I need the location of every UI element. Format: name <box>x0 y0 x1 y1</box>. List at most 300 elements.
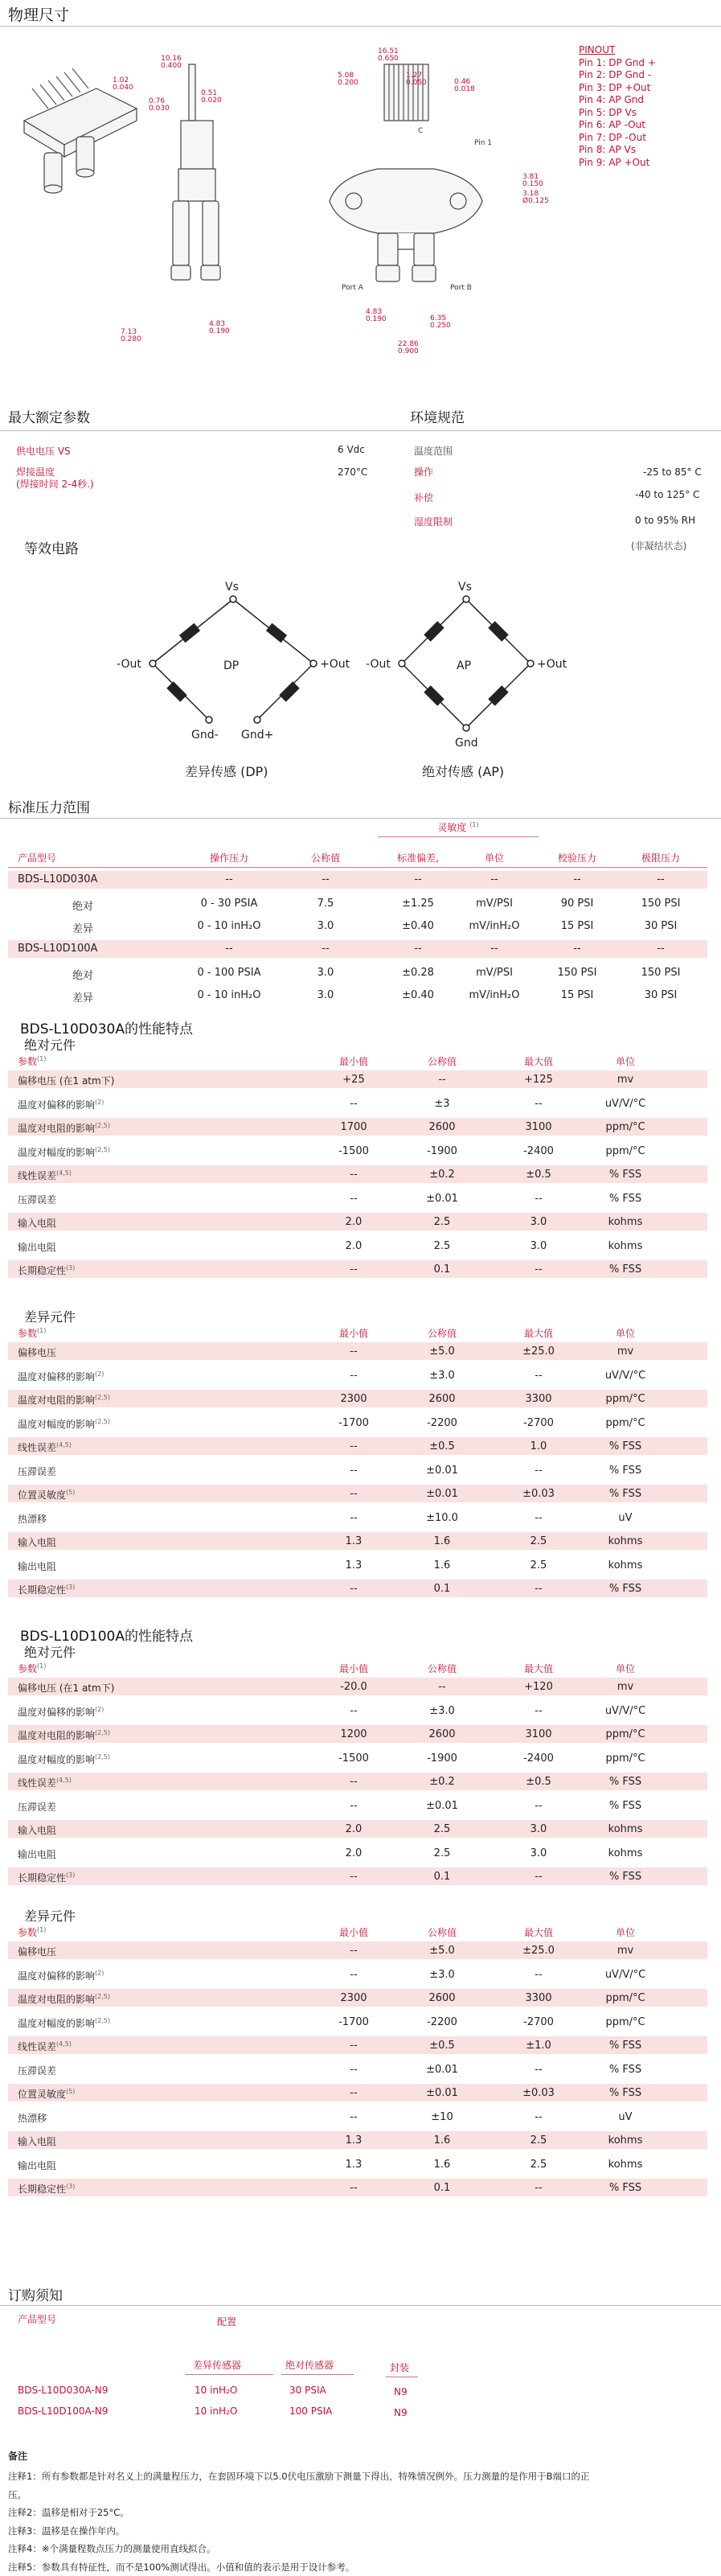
perf-value: ppm/°C <box>605 1417 645 1429</box>
perf-header-text: 最小值 <box>339 1328 368 1339</box>
perf-value: -- <box>535 1800 542 1812</box>
note-item: 注释1：所有参数都是针对名义上的满量程压力，在套固环境下以5.0伏电压激励下测量下得出，特殊情况例外。压力测量的是作用于B端口的正 <box>8 2467 715 2486</box>
pinout-block <box>579 44 656 169</box>
perf-param <box>18 1440 72 1454</box>
ap-vs-label: Vs <box>458 581 472 594</box>
perf-param <box>18 1776 72 1789</box>
perf-value: % FSS <box>609 2182 641 2194</box>
param-text: 输出电阻 <box>18 1561 56 1572</box>
note-ref: (3) <box>66 2183 75 2190</box>
perf-param <box>18 1393 110 1407</box>
note-ref: (1) <box>469 821 478 828</box>
section-title-ordering: 订购须知 <box>8 2284 63 2304</box>
perf-param <box>18 1098 104 1111</box>
perf-value: 2.5 <box>531 2159 547 2171</box>
dash-cell: -- <box>414 943 421 955</box>
model-band <box>8 871 707 889</box>
range-cell: mV/inH₂O <box>469 920 519 932</box>
perf-param <box>18 1992 110 2006</box>
range-cell: ±0.40 <box>402 989 434 1001</box>
ap-minus-out-label: -Out <box>366 658 391 671</box>
perf-value: mv <box>617 1681 633 1693</box>
range-cell: 0 - 10 inH₂O <box>198 989 261 1001</box>
perf-param <box>18 1121 110 1135</box>
perf-value: -2400 <box>523 1752 554 1765</box>
perf-header <box>339 1054 368 1068</box>
perf-value: 0.1 <box>434 1263 451 1276</box>
dim-label: 0.150 <box>522 180 543 188</box>
param-text: 温度对偏移的影响 <box>18 1970 95 1982</box>
dim-label: 0.51 <box>201 89 217 97</box>
perf-header-text: 最小值 <box>339 1927 368 1938</box>
dp-caption: 差异传感 (DP) <box>185 764 268 779</box>
perf-value: 2600 <box>428 1992 455 2004</box>
note-ref: (5) <box>66 1489 75 1496</box>
row-band <box>8 1580 707 1597</box>
note-item: 注释4：※个满量程数点压力的测量使用直线拟合。 <box>8 2540 715 2558</box>
row-band <box>8 2179 707 2196</box>
note-ref: (4,5) <box>56 1441 72 1448</box>
perf-header-text: 公称值 <box>428 1328 457 1339</box>
perf-value: % FSS <box>609 1776 641 1788</box>
element-name: 差异 <box>72 989 93 1005</box>
perf-header <box>18 1054 46 1068</box>
perf-header-text: 参数 <box>18 1056 37 1067</box>
param-text: 温度对偏移的影响 <box>18 1099 95 1111</box>
dim-label: 6.35 <box>430 314 446 323</box>
perf-value: ppm/°C <box>605 1728 645 1740</box>
perf-param <box>18 1240 56 1254</box>
letter-c: C <box>418 127 423 135</box>
perf-header-text: 最大值 <box>524 1663 553 1674</box>
perf-value: -2700 <box>523 1417 554 1429</box>
divider <box>0 26 721 27</box>
divider <box>0 430 721 431</box>
perf-value: 2.0 <box>346 1823 363 1835</box>
perf-value: 2.5 <box>531 1559 547 1571</box>
perf-value: 1.3 <box>346 2159 363 2171</box>
perf-header-text: 公称值 <box>428 1056 457 1067</box>
dp-center-label: DP <box>223 659 239 672</box>
dim-label: 0.400 <box>161 62 182 70</box>
note-ref: (2,5) <box>95 1993 110 2000</box>
param-text: 温度对幅度的影响 <box>18 1419 95 1430</box>
pin-item: Pin 2: DP Gnd - <box>579 69 656 82</box>
perf-value: ±0.03 <box>522 1488 555 1500</box>
perf-value: ±3.0 <box>429 1705 455 1717</box>
perf-header <box>524 1054 553 1068</box>
pin-item: Pin 8: AP Vs <box>579 144 656 157</box>
perf-value: -- <box>535 1193 542 1205</box>
perf-value: % FSS <box>609 1193 641 1205</box>
order-model: BDS-L10D100A-N9 <box>18 2405 108 2417</box>
range-cell: 15 PSI <box>561 989 594 1001</box>
param-text: 偏移电压 <box>18 1946 56 1958</box>
rating-label: 焊接温度 (焊接时间 2-4秒.) <box>16 466 94 491</box>
divider <box>0 818 721 819</box>
note-ref: (2,5) <box>95 1146 110 1153</box>
perf-param <box>18 1583 75 1596</box>
perf-value: ±0.5 <box>429 1440 455 1452</box>
perf-param <box>18 1346 56 1359</box>
perf-value: % FSS <box>609 2064 641 2076</box>
perf-param <box>18 2159 56 2172</box>
perf-value: 3.0 <box>531 1847 547 1859</box>
range-cell: 3.0 <box>317 920 334 932</box>
dp-plus-out-label: +Out <box>320 658 350 671</box>
range-header: 产品型号 <box>18 851 56 865</box>
range-cell: ±1.25 <box>402 898 434 910</box>
note-item: 注释3：温移是在操作年内。 <box>8 2522 715 2541</box>
dash-cell: -- <box>490 873 498 885</box>
range-header: 校验压力 <box>558 851 596 865</box>
perf-param <box>18 1145 110 1159</box>
pin1-label: Pin 1 <box>474 139 492 147</box>
param-text: 偏移电压 (在1 atm下) <box>18 1075 114 1087</box>
perf-value: 2.5 <box>434 1216 451 1228</box>
dim-label: 0.250 <box>430 322 451 330</box>
perf-param <box>18 1370 104 1383</box>
note-ref: (1) <box>37 1662 46 1670</box>
perf-value: ±0.01 <box>426 1465 458 1477</box>
perf-value: 2.0 <box>346 1240 363 1252</box>
param-text: 压滞误差 <box>18 1802 56 1813</box>
perf-header-text: 参数 <box>18 1328 37 1339</box>
perf-param <box>18 2134 56 2148</box>
perf-value: -- <box>350 1193 357 1205</box>
order-dp: 10 inH₂O <box>195 2405 237 2417</box>
perf-value: mv <box>617 1074 633 1086</box>
pin-item: Pin 5: DP Vs <box>579 107 656 120</box>
order-rule <box>185 2374 273 2375</box>
perf-value: -- <box>535 2182 542 2194</box>
perf-title: BDS-L10D100A的性能特点 <box>20 1625 193 1645</box>
dash-cell: -- <box>657 873 664 885</box>
note-ref: (1) <box>37 1327 46 1334</box>
dim-label: 16.51 <box>378 47 399 55</box>
perf-value: kohms <box>608 1847 643 1859</box>
dim-label: 0.46 <box>454 78 470 86</box>
row-band <box>8 1260 707 1278</box>
perf-value: 3300 <box>525 1393 551 1405</box>
perf-value: % FSS <box>609 1800 641 1812</box>
perf-value: -- <box>438 1074 445 1086</box>
perf-value: -- <box>535 1370 542 1382</box>
param-text: 长期稳定性 <box>18 1265 66 1276</box>
env-header: 温度范围 <box>414 444 453 458</box>
perf-value: % FSS <box>609 1583 641 1595</box>
perf-value: uV/V/°C <box>605 1098 645 1110</box>
perf-value: -- <box>350 2040 357 2052</box>
perf-header <box>428 1326 457 1340</box>
perf-param <box>18 1681 114 1695</box>
perf-value: % FSS <box>609 1440 641 1452</box>
note-ref: (2) <box>95 1970 104 1977</box>
perf-value: -- <box>350 1263 357 1276</box>
perf-value: 2300 <box>340 1393 367 1405</box>
order-col-pkg: 封装 <box>390 2360 409 2374</box>
perf-value: -- <box>350 1098 357 1110</box>
dp-gnd-minus-label: Gnd- <box>191 729 219 742</box>
param-text: 输入电阻 <box>18 2136 56 2147</box>
dash-cell: -- <box>414 873 421 885</box>
dim-label: 0.190 <box>366 315 387 323</box>
element-name: 绝对 <box>72 898 93 913</box>
perf-value: 1.6 <box>434 1559 451 1571</box>
perf-value: -1500 <box>338 1145 369 1157</box>
note-ref: (4,5) <box>56 1777 72 1784</box>
param-text: 偏移电压 (在1 atm下) <box>18 1682 114 1694</box>
perf-header-text: 单位 <box>616 1663 635 1674</box>
param-text: 线性误差 <box>18 1170 56 1181</box>
perf-value: -- <box>350 2111 357 2123</box>
perf-value: 1.3 <box>346 1559 363 1571</box>
perf-value: mv <box>617 1346 633 1358</box>
perf-value: -- <box>535 1583 542 1595</box>
perf-value: ±0.01 <box>426 1800 458 1812</box>
perf-param <box>18 2111 47 2125</box>
param-text: 输出电阻 <box>18 2160 56 2171</box>
dim-label: 0.030 <box>149 105 170 113</box>
dash-cell: -- <box>225 943 232 955</box>
range-cell: mV/inH₂O <box>469 989 519 1001</box>
perf-value: ±3 <box>434 1098 449 1110</box>
perf-value: -- <box>438 1681 445 1693</box>
perf-value: 1.3 <box>346 2134 363 2147</box>
note-ref: (2,5) <box>95 1122 110 1129</box>
env-value: -40 to 125° C <box>635 489 699 500</box>
perf-param <box>18 1823 56 1837</box>
perf-value: ±3.0 <box>429 1370 455 1382</box>
perf-value: ±5.0 <box>429 1945 455 1957</box>
row-band <box>8 1437 707 1455</box>
range-cell: 3.0 <box>317 989 334 1001</box>
perf-header-text: 最小值 <box>339 1056 368 1067</box>
perf-value: kohms <box>608 1823 643 1835</box>
perf-value: 3300 <box>525 1992 551 2004</box>
perf-param <box>18 1216 56 1230</box>
range-cell: 0 - 100 PSIA <box>198 967 261 979</box>
dim-label: 0.76 <box>149 97 165 105</box>
param-text: 温度对电阻的影响 <box>18 1395 95 1406</box>
param-text: 位置灵敏度 <box>18 2089 66 2100</box>
range-header: 操作压力 <box>210 851 248 865</box>
model-name: BDS-L10D030A <box>18 873 97 885</box>
perf-value: 1.6 <box>434 2134 451 2147</box>
perf-value: -- <box>350 1871 357 1883</box>
param-text: 输出电阻 <box>18 1242 56 1253</box>
perf-value: ppm/°C <box>605 1992 645 2004</box>
perf-value: -- <box>535 2064 542 2076</box>
note-ref: (2,5) <box>95 1729 110 1736</box>
perf-value: -2700 <box>523 2016 554 2028</box>
perf-value: kohms <box>608 2134 643 2147</box>
perf-value: -- <box>535 1263 542 1276</box>
perf-value: 1700 <box>340 1121 367 1133</box>
divider <box>0 2305 721 2306</box>
range-header: 标准偏差, <box>397 851 439 865</box>
param-text: 线性误差 <box>18 1442 56 1453</box>
perf-header <box>428 1662 457 1675</box>
dim-label: 3.18 <box>522 190 539 198</box>
note-item: 注释2：温移是相对于25°C。 <box>8 2504 715 2522</box>
perf-value: -2200 <box>427 2016 457 2028</box>
rating-value: 6 Vdc <box>338 444 365 455</box>
perf-param <box>18 1074 114 1087</box>
perf-value: 1.0 <box>531 1440 547 1452</box>
perf-value: ±0.5 <box>526 1776 551 1788</box>
perf-value: 1200 <box>340 1728 367 1740</box>
dim-label: 4.83 <box>209 320 225 328</box>
model-band <box>8 940 707 958</box>
note-ref: (3) <box>66 1584 75 1591</box>
perf-param <box>18 1752 110 1766</box>
perf-param <box>18 1969 104 1982</box>
dim-label: 0.020 <box>201 97 222 105</box>
notes-list <box>8 2467 715 2576</box>
perf-value: 2.5 <box>434 1847 451 1859</box>
perf-value: 0.1 <box>434 1871 451 1883</box>
perf-value: % FSS <box>609 1871 641 1883</box>
perf-param <box>18 1535 56 1549</box>
perf-value: +25 <box>342 1074 364 1086</box>
pin-item: Pin 7: DP -Out <box>579 132 656 145</box>
perf-value: -- <box>350 1169 357 1181</box>
perf-value: -- <box>350 2064 357 2076</box>
order-rule <box>281 2374 354 2375</box>
element-name: 差异 <box>72 920 93 935</box>
param-text: 热漂移 <box>18 2113 47 2124</box>
dash-cell: -- <box>322 943 329 955</box>
dim-label: 3.81 <box>522 173 539 181</box>
perf-value: 3.0 <box>531 1216 547 1228</box>
perf-value: ±1.0 <box>526 2040 551 2052</box>
param-text: 温度对偏移的影响 <box>18 1371 95 1382</box>
perf-param <box>18 1193 56 1206</box>
env-label: 湿度限制 <box>414 515 453 528</box>
note-ref: (1) <box>37 1055 46 1062</box>
dim-label: 5.08 <box>338 72 354 80</box>
dim-label: 4.83 <box>366 308 382 316</box>
perf-value: -- <box>350 1512 357 1524</box>
perf-value: ±0.2 <box>429 1776 455 1788</box>
row-band <box>8 2036 707 2054</box>
perf-value: -1900 <box>427 1752 457 1765</box>
param-text: 长期稳定性 <box>18 1872 66 1884</box>
group-underline <box>378 836 539 837</box>
perf-param <box>18 2064 56 2077</box>
perf-header-text: 参数 <box>18 1663 37 1674</box>
pinout-title: PINOUT <box>579 44 656 57</box>
pin-item: Pin 3: DP +Out <box>579 82 656 95</box>
range-cell: 15 PSI <box>561 920 594 932</box>
perf-value: -- <box>535 1512 542 1524</box>
note-ref: (4,5) <box>56 1169 72 1177</box>
perf-header <box>18 1925 46 1939</box>
perf-value: ±10.0 <box>426 1512 458 1524</box>
perf-value: uV/V/°C <box>605 1705 645 1717</box>
perf-param <box>18 1847 56 1861</box>
perf-value: -- <box>535 1969 542 1981</box>
dp-gnd-plus-label: Gnd+ <box>241 729 273 742</box>
dim-label: 1.02 <box>113 76 129 84</box>
sensitivity-label: 灵敏度 <box>437 822 466 833</box>
param-text: 输出电阻 <box>18 1849 56 1860</box>
perf-value: % FSS <box>609 1169 641 1181</box>
perf-header <box>339 1925 368 1939</box>
order-pkg: N9 <box>394 2386 408 2397</box>
perf-header <box>339 1326 368 1340</box>
perf-header-text: 公称值 <box>428 1927 457 1938</box>
perf-value: 1.6 <box>434 2159 451 2171</box>
perf-value: % FSS <box>609 2040 641 2052</box>
perf-header <box>428 1925 457 1939</box>
perf-value: -- <box>350 1800 357 1812</box>
perf-header <box>616 1662 635 1675</box>
perf-value: -- <box>535 1871 542 1883</box>
perf-value: -- <box>350 1945 357 1957</box>
perf-param <box>18 1728 110 1742</box>
order-col-dp: 差异传感器 <box>193 2358 241 2372</box>
perf-value: -- <box>350 1440 357 1452</box>
perf-value: +125 <box>524 1074 553 1086</box>
perf-value: -1700 <box>338 1417 369 1429</box>
range-cell: ±0.28 <box>402 967 434 979</box>
pin-item: Pin 4: AP Gnd <box>579 94 656 107</box>
perf-value: -- <box>350 1370 357 1382</box>
rating-label: 供电电压 VS <box>16 444 71 458</box>
perf-value: 2600 <box>428 1728 455 1740</box>
perf-value: kohms <box>608 1559 643 1571</box>
perf-value: -1500 <box>338 1752 369 1765</box>
row-band <box>8 1342 707 1360</box>
param-text: 长期稳定性 <box>18 2184 66 2195</box>
perf-value: -- <box>350 1776 357 1788</box>
dash-cell: -- <box>490 943 498 955</box>
perf-param <box>18 1559 56 1573</box>
perf-value: ±25.0 <box>522 1346 555 1358</box>
perf-value: % FSS <box>609 1488 641 1500</box>
perf-header <box>616 1054 635 1068</box>
section-title-ratings: 最大额定参数 <box>8 406 90 426</box>
perf-value: ±0.2 <box>429 1169 455 1181</box>
perf-value: % FSS <box>609 1263 641 1276</box>
dim-label: 0.280 <box>121 335 141 343</box>
perf-value: 1.3 <box>346 1535 363 1547</box>
pin-item: Pin 9: AP +Out <box>579 157 656 170</box>
dp-minus-out-label: -Out <box>117 658 141 671</box>
order-col-ap: 绝对传感器 <box>285 2358 334 2372</box>
perf-header-text: 最大值 <box>524 1056 553 1067</box>
perf-value: 3.0 <box>531 1240 547 1252</box>
perf-value: kohms <box>608 1216 643 1228</box>
param-text: 温度对幅度的影响 <box>18 1754 95 1765</box>
perf-value: ppm/°C <box>605 2016 645 2028</box>
perf-value: -20.0 <box>340 1681 367 1693</box>
param-text: 位置灵敏度 <box>18 1489 66 1501</box>
note-ref: (2,5) <box>95 1394 110 1401</box>
perf-value: % FSS <box>609 2087 641 2099</box>
perf-value: -- <box>535 1705 542 1717</box>
param-text: 温度对幅度的影响 <box>18 1147 95 1158</box>
perf-value: -1700 <box>338 2016 369 2028</box>
note-ref: (5) <box>66 2088 75 2095</box>
perf-param <box>18 1705 104 1719</box>
dim-label: 0.900 <box>398 347 419 355</box>
param-text: 温度对偏移的影响 <box>18 1707 95 1718</box>
note-ref: (2,5) <box>95 1418 110 1425</box>
perf-value: 2.0 <box>346 1847 363 1859</box>
